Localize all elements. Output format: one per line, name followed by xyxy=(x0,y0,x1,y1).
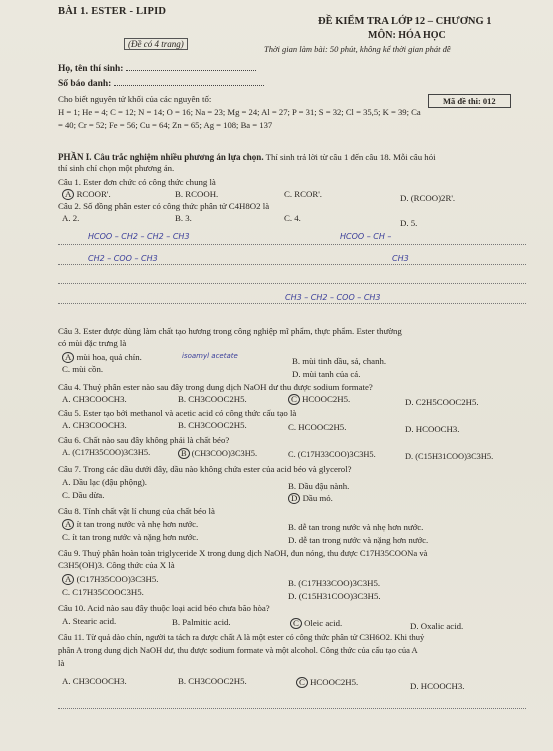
q6-option-a[interactable]: A. (C17H35COO)3C3H5. xyxy=(62,448,151,457)
part1-instruction: thí sinh chỉ chọn một phương án. xyxy=(58,163,175,173)
question-4-stem: Câu 4. Thuỷ phân ester nào sau đây trong dung dịch NaOH dư thu được sodium formate? xyxy=(58,382,373,392)
selected-answer-circle: B xyxy=(178,448,190,459)
q8-option-a[interactable] xyxy=(62,519,198,530)
q10-option-c[interactable] xyxy=(290,618,342,629)
question-5-stem: Câu 5. Ester tạo bởi methanol và acetic acid có công thức cấu tạo là xyxy=(58,408,297,418)
q9-option-c[interactable]: C. C17H35COOC3H5. xyxy=(62,587,144,597)
exam-code-box: Mã đề thi: 012 xyxy=(428,94,511,108)
q6-option-c[interactable]: C. (C17H33COO)3C3H5. xyxy=(288,450,376,459)
q5-option-c[interactable]: C. HCOOC2H5. xyxy=(288,422,347,432)
answer-line xyxy=(58,708,526,709)
q11-option-c[interactable] xyxy=(296,677,358,688)
q1-option-d[interactable]: D. (RCOO)2R'. xyxy=(400,193,456,203)
handwritten-note-6: isoamyl acetate xyxy=(182,352,238,360)
document-title: BÀI 1. ESTER - LIPID xyxy=(58,6,167,17)
answer-line xyxy=(58,283,526,284)
q1-option-c[interactable]: C. RCOR'. xyxy=(284,189,323,199)
q1-option-a[interactable] xyxy=(62,189,111,200)
handwritten-note-3: CH2 – COO – CH3 xyxy=(88,254,158,263)
q4-option-c-text: HCOOC2H5. xyxy=(302,394,351,404)
selected-answer-circle: C xyxy=(296,677,308,688)
q4-option-c[interactable] xyxy=(288,394,350,405)
answer-line xyxy=(58,264,526,265)
question-3-stem: Câu 3. Ester được dùng làm chất tạo hương trong công nghiệp mĩ phẩm, thực phẩm. Ester thường xyxy=(58,326,402,336)
q8-option-a-text: ít tan trong nước và nhẹ hơn nước. xyxy=(76,519,199,529)
q7-option-d[interactable] xyxy=(288,493,333,504)
answer-line xyxy=(58,244,526,245)
student-name-blank xyxy=(126,62,256,71)
selected-answer-circle: D xyxy=(288,493,300,504)
q11-option-a[interactable]: A. CH3COOCH3. xyxy=(62,676,127,686)
atomic-masses-line1: H = 1; He = 4; C = 12; N = 14; O = 16; Na = 23; Mg = 24; Al = 27; P = 31; S = 32; Cl = 35,5; K = 39; Ca xyxy=(58,107,421,117)
question-11-stem: Câu 11. Từ quả dào chín, người ta tách ra được chất A là một ester có công thức phân tử C3H6O2. Khi thuỷ xyxy=(58,632,425,642)
student-name-field[interactable] xyxy=(58,62,256,74)
selected-answer-circle: A xyxy=(62,189,74,200)
selected-answer-circle: C xyxy=(290,618,302,629)
q5-option-d[interactable]: D. HCOOCH3. xyxy=(405,424,460,434)
selected-answer-circle: A xyxy=(62,352,74,363)
part1-title: PHẦN I. Câu trắc nghiệm nhiều phương án lựa chọn. xyxy=(58,152,264,162)
exam-time: Thời gian làm bài: 50 phút, không kể thời gian phát đề xyxy=(264,44,451,54)
selected-answer-circle: A xyxy=(62,519,74,530)
student-id-field[interactable] xyxy=(58,77,264,89)
answer-line xyxy=(58,303,526,304)
q7-option-b[interactable]: B. Dầu đậu nành. xyxy=(288,481,350,491)
q11-option-c-text: HCOOC2H5. xyxy=(310,677,359,687)
selected-answer-circle: A xyxy=(62,574,74,585)
atomic-masses-line2: = 40; Cr = 52; Fe = 56; Cu = 64; Zn = 65; Ag = 108; Ba = 137 xyxy=(58,120,273,130)
question-10-stem: Câu 10. Acid nào sau đây thuộc loại acid béo chưa bão hòa? xyxy=(58,603,270,613)
part1-heading xyxy=(58,152,436,162)
question-6-stem: Câu 6. Chất nào sau đây không phải là chất béo? xyxy=(58,435,230,445)
student-name-label: Họ, tên thí sinh: xyxy=(58,64,124,74)
question-1-stem: Câu 1. Ester đơn chức có công thức chung là xyxy=(58,177,216,187)
q5-option-a[interactable]: A. CH3COOCH3. xyxy=(62,420,127,430)
q4-option-b[interactable]: B. CH3COOC2H5. xyxy=(178,394,247,404)
q6-option-b-text: (CH3COO)3C3H5. xyxy=(191,449,258,458)
q1-option-b[interactable]: B. RCOOH. xyxy=(175,189,219,199)
handwritten-note-5: CH3 – CH2 – COO – CH3 xyxy=(285,293,381,302)
q4-option-d[interactable]: D. C2H5COOC2H5. xyxy=(405,397,479,407)
exam-title: ĐỀ KIỂM TRA LỚP 12 – CHƯƠNG 1 xyxy=(318,16,492,27)
q10-option-b[interactable]: B. Palmitic acid. xyxy=(172,617,231,627)
q6-option-d[interactable]: D. (C15H31COO)3C3H5. xyxy=(405,452,494,461)
question-11-stem-3: là xyxy=(58,658,65,668)
question-8-stem: Câu 8. Tính chất vật lí chung của chất béo là xyxy=(58,506,215,516)
part1-title-rest: Thí sinh trả lời từ câu 1 đến câu 18. Mỗi câu hỏi xyxy=(265,152,436,162)
q4-option-a[interactable]: A. CH3COOCH3. xyxy=(62,394,127,404)
atomic-intro: Cho biết nguyên tử khối của các nguyên tố: xyxy=(58,94,212,104)
q9-option-b[interactable]: B. (C17H33COO)3C3H5. xyxy=(288,578,381,588)
q10-option-d[interactable]: D. Oxalic acid. xyxy=(410,621,464,631)
q3-option-d[interactable]: D. mùi tanh của cá. xyxy=(292,369,361,379)
student-id-label: Số báo danh: xyxy=(58,79,112,89)
question-9-stem: Câu 9. Thuỷ phân hoàn toàn triglyceride X trong dung dịch NaOH, đun nóng, thu được C17H35COONa và xyxy=(58,548,428,558)
q8-option-c[interactable]: C. ít tan trong nước và nặng hơn nước. xyxy=(62,532,199,542)
q3-option-a[interactable] xyxy=(62,352,142,363)
selected-answer-circle: C xyxy=(288,394,300,405)
q3-option-a-text: mùi hoa, quả chín. xyxy=(76,352,142,362)
q3-option-b[interactable]: B. mùi tinh dầu, sả, chanh. xyxy=(292,356,387,366)
q7-option-d-text: Dầu mỏ. xyxy=(302,493,333,503)
q2-option-a[interactable]: A. 2. xyxy=(62,213,80,223)
student-id-blank xyxy=(114,77,264,86)
question-11-stem-2: phân A trong dung dịch NaOH dư, thu được sodium formate và một alcohol. Công thức của cấu tạo của A xyxy=(58,645,418,655)
exam-subject: MÔN: HÓA HỌC xyxy=(368,30,446,41)
q8-option-b[interactable]: B. dễ tan trong nước và nhẹ hơn nước. xyxy=(288,522,424,532)
question-3-stem-2: có mùi đặc trưng là xyxy=(58,338,127,348)
question-2-stem: Câu 2. Số đồng phân ester có công thức phân tử C4H8O2 là xyxy=(58,201,270,211)
q9-option-a-text: (C17H35COO)3C3H5. xyxy=(76,574,159,584)
handwritten-note-4: CH3 xyxy=(392,254,409,263)
q10-option-a[interactable]: A. Stearic acid. xyxy=(62,616,117,626)
q11-option-b[interactable]: B. CH3COOC2H5. xyxy=(178,676,247,686)
q6-option-b[interactable] xyxy=(178,448,257,459)
handwritten-note-1: HCOO – CH2 – CH2 – CH3 xyxy=(88,232,190,241)
q2-option-d[interactable]: D. 5. xyxy=(400,218,418,228)
q9-option-d[interactable]: D. (C15H31COO)3C3H5. xyxy=(288,591,381,601)
q3-option-c[interactable]: C. mùi cồn. xyxy=(62,364,104,374)
q5-option-b[interactable]: B. CH3COOC2H5. xyxy=(178,420,247,430)
q2-option-b[interactable]: B. 3. xyxy=(175,213,192,223)
q9-option-a[interactable] xyxy=(62,574,158,585)
q7-option-a[interactable]: A. Dầu lạc (đậu phộng). xyxy=(62,477,148,487)
handwritten-note-2: HCOO – CH – xyxy=(340,232,392,241)
q10-option-c-text: Oleic acid. xyxy=(304,618,343,628)
q2-option-c[interactable]: C. 4. xyxy=(284,213,301,223)
q1-option-a-text: RCOOR'. xyxy=(76,189,111,199)
q8-option-d[interactable]: D. dễ tan trong nước và nặng hơn nước. xyxy=(288,535,429,545)
question-9-stem-2: C3H5(OH)3. Công thức của X là xyxy=(58,560,175,570)
q11-option-d[interactable]: D. HCOOCH3. xyxy=(410,681,465,691)
page-count-note: (Đề có 4 trang) xyxy=(124,38,188,50)
question-7-stem: Câu 7. Trong các dầu dưới đây, dầu nào không chứa ester của acid béo và glycerol? xyxy=(58,464,352,474)
q7-option-c[interactable]: C. Dầu dừa. xyxy=(62,490,105,500)
